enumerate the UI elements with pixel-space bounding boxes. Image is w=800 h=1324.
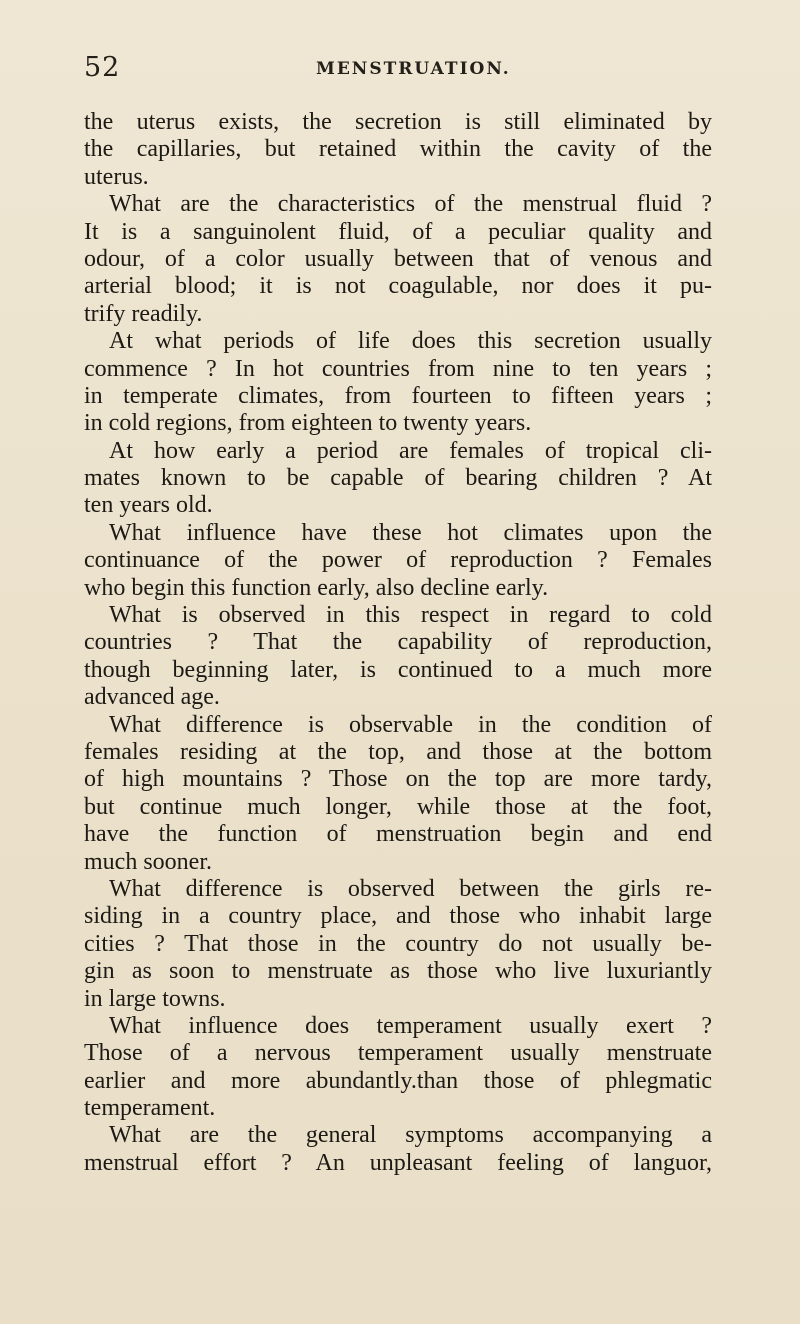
text-line: What influence have these hot climates upon the — [109, 519, 712, 546]
text-line: At how early a period are females of tropical cli- — [109, 437, 712, 464]
text-line: trify readily. — [84, 300, 203, 327]
text-line: of high mountains ? Those on the top are more tardy, — [84, 766, 712, 793]
body-text — [84, 109, 712, 1177]
text-line: continuance of the power of reproduction ? Females — [84, 547, 712, 574]
text-line: gin as soon to menstruate as those who live luxuriantly — [84, 958, 712, 985]
running-head: MENSTRUATION. — [316, 59, 511, 79]
text-line: uterus. — [84, 163, 149, 190]
text-line: the uterus exists, the secretion is still eliminated by — [84, 109, 712, 135]
text-line: mates known to be capable of bearing children ? At — [84, 465, 712, 492]
text-line: in temperate climates, from fourteen to fifteen years ; — [84, 382, 712, 409]
text-line: What difference is observable in the condition of — [109, 711, 712, 738]
text-line: the capillaries, but retained within the cavity of the — [84, 136, 712, 163]
text-line: in large towns. — [84, 985, 226, 1012]
text-line: What are the characteristics of the menstrual fluid ? — [109, 191, 712, 218]
text-line: It is a sanguinolent fluid, of a peculiar quality and — [84, 218, 712, 245]
text-line: cities ? That those in the country do not usually be- — [84, 930, 712, 957]
text-line: in cold regions, from eighteen to twenty years. — [84, 410, 532, 437]
text-line: Those of a nervous temperament usually menstruate — [84, 1040, 712, 1067]
page-number: 52 — [84, 52, 121, 83]
text-line: At what periods of life does this secretion usually — [109, 328, 712, 355]
text-line: ten years old. — [84, 492, 213, 519]
text-line: advanced age. — [84, 684, 220, 711]
text-line: but continue much longer, while those at the foot, — [84, 793, 712, 820]
text-line: menstrual effort ? An unpleasant feeling of languor, — [84, 1149, 712, 1176]
text-line: countries ? That the capability of reproduction, — [84, 629, 712, 656]
text-line: temperament. — [84, 1095, 216, 1122]
text-line: earlier and more abundantly.than those of phlegmatic — [84, 1067, 712, 1094]
text-line: What are the general symptoms accompanying a — [109, 1122, 712, 1149]
page-header — [84, 52, 724, 82]
text-line: What difference is observed between the girls re- — [109, 875, 712, 902]
text-line: though beginning later, is continued to a much more — [84, 656, 712, 683]
text-line: commence ? In hot countries from nine to ten years ; — [84, 355, 712, 382]
text-line: have the function of menstruation begin and end — [84, 821, 712, 848]
text-line: females residing at the top, and those at the bottom — [84, 738, 712, 765]
text-line: who begin this function early, also decline early. — [84, 574, 549, 601]
text-line: What is observed in this respect in regard to cold — [109, 602, 712, 629]
text-line: arterial blood; it is not coagulable, nor does it pu- — [84, 273, 712, 300]
text-line: odour, of a color usually between that of venous and — [84, 245, 712, 272]
text-line: What influence does temperament usually exert ? — [109, 1012, 712, 1039]
text-line: siding in a country place, and those who inhabit large — [84, 903, 712, 930]
text-line: much sooner. — [84, 848, 212, 875]
